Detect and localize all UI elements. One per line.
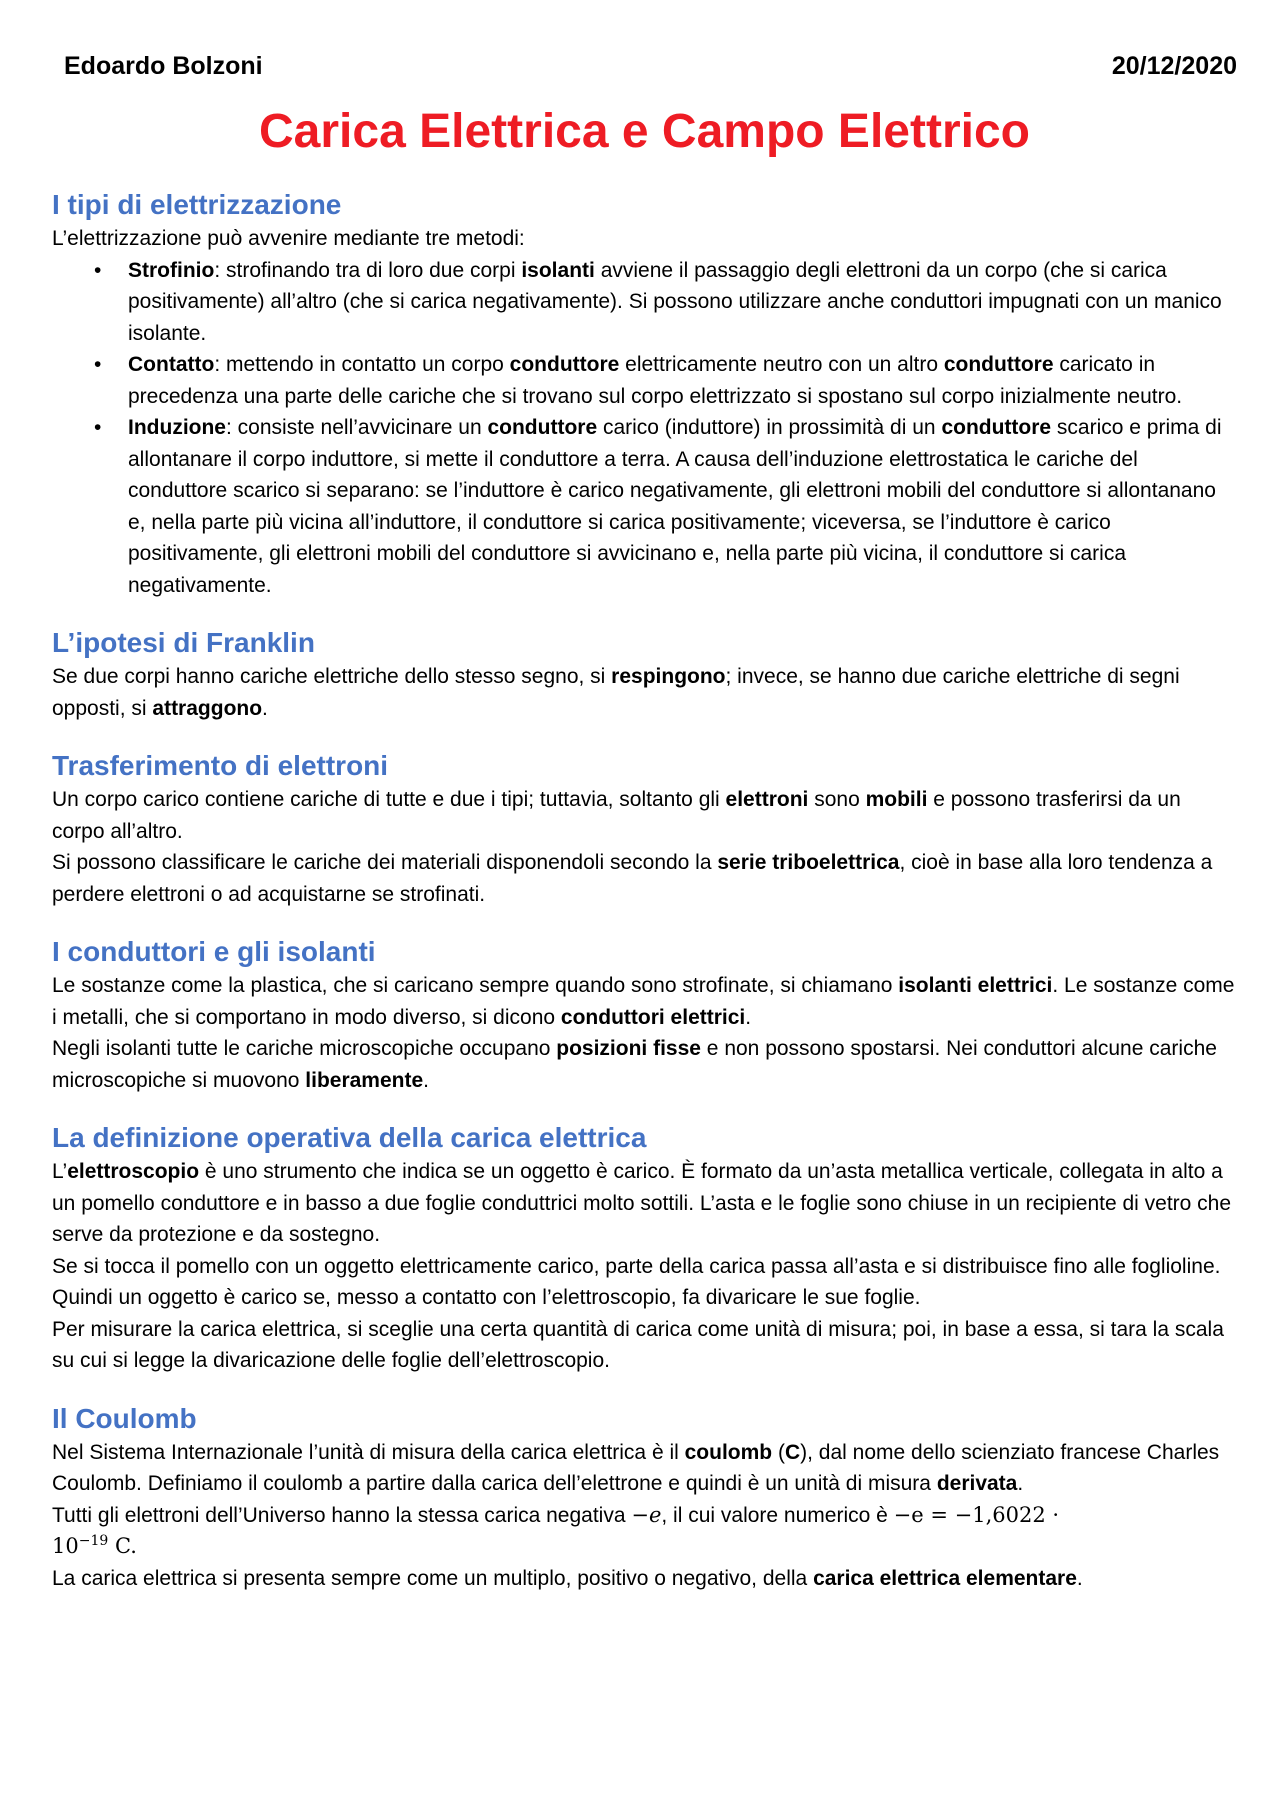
bullet-icon: • — [94, 416, 102, 439]
section-heading: L’ipotesi di Franklin — [52, 627, 315, 658]
term: conduttore — [509, 353, 620, 376]
term: attraggono — [152, 696, 263, 720]
term: mobili — [865, 788, 928, 811]
paragraph: Se si tocca il pomello con un oggetto elettricamente carico, parte della carica passa all’asta e si distribuisce fino alle foglioline. Quindi un oggetto è carico se, messo a contatto con l’elettroscopio, fa divaricare le sue foglie. — [52, 1254, 1221, 1309]
term: conduttori elettrici — [560, 1005, 746, 1029]
text: caricato in precedenza una parte delle cariche che si trovano sul corpo elettrizzato si spostano sul corpo inizialmente neutro. — [128, 353, 1183, 408]
paragraph — [52, 1033, 1237, 1096]
text: carico (induttore) in prossimità di un — [597, 416, 942, 439]
text: avviene il passaggio degli elettroni da un corpo (che si carica positivamente) all’altro (che si carica negativamente). Si possono utilizzare anche conduttori impugnati con un manico isolante. — [128, 258, 1222, 345]
paragraph — [52, 847, 1237, 910]
document-body — [52, 187, 1237, 1594]
text: ; invece, se hanno due cariche elettriche di segni opposti, si — [52, 665, 1180, 720]
term: Contatto — [128, 353, 215, 376]
math-exponent: −19 — [78, 1533, 109, 1549]
text: sono — [808, 788, 866, 811]
term: Induzione — [128, 416, 226, 439]
section-definizione-operativa — [52, 1120, 1237, 1377]
term: liberamente — [305, 1068, 424, 1092]
term: serie triboelettrica — [717, 851, 900, 874]
text: . — [1017, 1472, 1024, 1495]
text: : mettendo in contatto un corpo — [214, 353, 510, 376]
text: . — [1076, 1566, 1083, 1590]
math-expression: 10 — [52, 1534, 79, 1558]
text: . — [262, 696, 268, 720]
paragraph — [52, 970, 1237, 1033]
section-intro: L’elettrizzazione può avvenire mediante tre metodi: — [52, 227, 525, 250]
paragraph — [52, 1500, 1237, 1563]
section-conduttori-isolanti — [52, 934, 1237, 1096]
text: Tutti gli elettroni dell’Universo hanno la stessa carica negativa — [52, 1503, 632, 1527]
document-date: 20/12/2020 — [1111, 52, 1237, 80]
term: posizioni fisse — [556, 1037, 701, 1060]
text: è uno strumento che indica se un oggetto è carico. È formato da un’asta metallica verticale, collegata in alto a un pomello conduttore e in basso a due foglie conduttrici molto sottili. L’asta e le foglie sono chiuse in un recipiente di vetro che serve da protezione e da sostegno. — [52, 1160, 1232, 1246]
text: ), dal nome dello scienziato francese Charles Coulomb. Definiamo il coulomb a partire dalla carica dell’elettrone e quindi è un unità di misura — [52, 1440, 1220, 1495]
term: C — [784, 1440, 801, 1464]
paragraph — [52, 1437, 1237, 1500]
text: , cioè in base alla loro tendenza a perdere elettroni o ad acquistarne se strofinati. — [52, 851, 1213, 906]
section-heading: I tipi di elettrizzazione — [52, 189, 342, 220]
paragraph — [52, 1563, 1237, 1595]
text: scarico e prima di allontanare il corpo induttore, si mette il conduttore a terra. A causa dell’induzione elettrostatica le cariche del conduttore scarico si separano: se l’induttore è carico negativamente, gli elettroni mobili del conduttore si allontanano e, nella parte più vicina all’induttore, il conduttore si carica positivamente; viceversa, se l’induttore è carico positivamente, gli elettroni mobili del conduttore si avvicinano e, nella parte più vicina, il conduttore si carica negativamente. — [128, 416, 1222, 597]
page-title: Carica Elettrica e Campo Elettrico — [259, 105, 1030, 158]
term: elettroni — [725, 788, 809, 811]
section-coulomb — [52, 1401, 1237, 1595]
math-expression: −e = −1,6022 · — [893, 1502, 1060, 1527]
term: derivata — [936, 1472, 1018, 1495]
term: conduttore — [487, 416, 598, 439]
text: Se due corpi hanno cariche elettriche dello stesso segno, si — [52, 665, 612, 688]
page-header — [64, 52, 1237, 81]
text: Un corpo carico contiene cariche di tutte e due i tipi; tuttavia, soltanto gli — [52, 788, 726, 811]
text: . Le sostanze come i metalli, che si comportano in modo diverso, si dicono — [52, 974, 1235, 1029]
bullet-icon: • — [94, 258, 102, 282]
text: Nel Sistema Internazionale l’unità di misura della carica elettrica è il — [52, 1440, 685, 1464]
math-unit: C. — [108, 1534, 137, 1558]
section-heading: Il Coulomb — [52, 1402, 197, 1434]
paragraph — [52, 1156, 1237, 1251]
section-tipi-elettrizzazione — [52, 187, 1237, 601]
section-heading: I conduttori e gli isolanti — [52, 936, 376, 967]
term: respingono — [611, 665, 726, 688]
text: : strofinando tra di loro due corpi — [214, 258, 522, 282]
text: Si possono classificare le cariche dei materiali disponendoli secondo la — [52, 851, 718, 874]
text: . — [423, 1068, 430, 1092]
math-expression: −e — [631, 1502, 662, 1527]
term: coulomb — [684, 1440, 773, 1464]
text: elettricamente neutro con un altro — [619, 353, 944, 376]
paragraph — [52, 784, 1237, 847]
text: e non possono spostarsi. Nei conduttori alcune cariche microscopiche si muovono — [52, 1037, 1217, 1092]
paragraph — [52, 661, 1237, 724]
text: Negli isolanti tutte le cariche microscopiche occupano — [52, 1037, 557, 1060]
text: e possono trasferirsi da un corpo all’altro. — [52, 788, 1181, 843]
section-trasferimento-elettroni — [52, 748, 1237, 910]
bullet-list — [52, 255, 1237, 602]
term: Strofinio — [128, 258, 215, 282]
term: isolanti — [521, 258, 595, 282]
section-ipotesi-franklin — [52, 625, 1237, 724]
term: conduttore — [943, 353, 1054, 376]
bullet-icon: • — [94, 353, 102, 376]
section-heading: La definizione operativa della carica elettrica — [52, 1122, 647, 1153]
text: , il cui valore numerico è — [661, 1503, 894, 1527]
list-item-contatto — [52, 349, 1237, 412]
paragraph: Per misurare la carica elettrica, si sceglie una certa quantità di carica come unità di misura; poi, in base a essa, si tara la scala su cui si legge la divaricazione delle foglie dell’elettroscopio. — [52, 1317, 1224, 1372]
text: L’ — [52, 1160, 68, 1183]
term: conduttore — [941, 416, 1052, 439]
term: elettroscopio — [67, 1160, 200, 1183]
text: Le sostanze come la plastica, che si caricano sempre quando sono strofinate, si chiamano — [52, 974, 899, 997]
text: : consiste nell’avvicinare un — [226, 416, 488, 439]
text: . — [745, 1005, 752, 1029]
text: La carica elettrica si presenta sempre come un multiplo, positivo o negativo, della — [52, 1566, 814, 1590]
list-item-strofinio — [52, 255, 1237, 350]
text: ( — [772, 1440, 785, 1464]
author-name: Edoardo Bolzoni — [64, 52, 263, 80]
term: isolanti elettrici — [898, 974, 1053, 997]
section-heading: Trasferimento di elettroni — [52, 750, 389, 781]
list-item-induzione — [52, 412, 1237, 601]
term: carica elettrica elementare — [813, 1566, 1077, 1590]
